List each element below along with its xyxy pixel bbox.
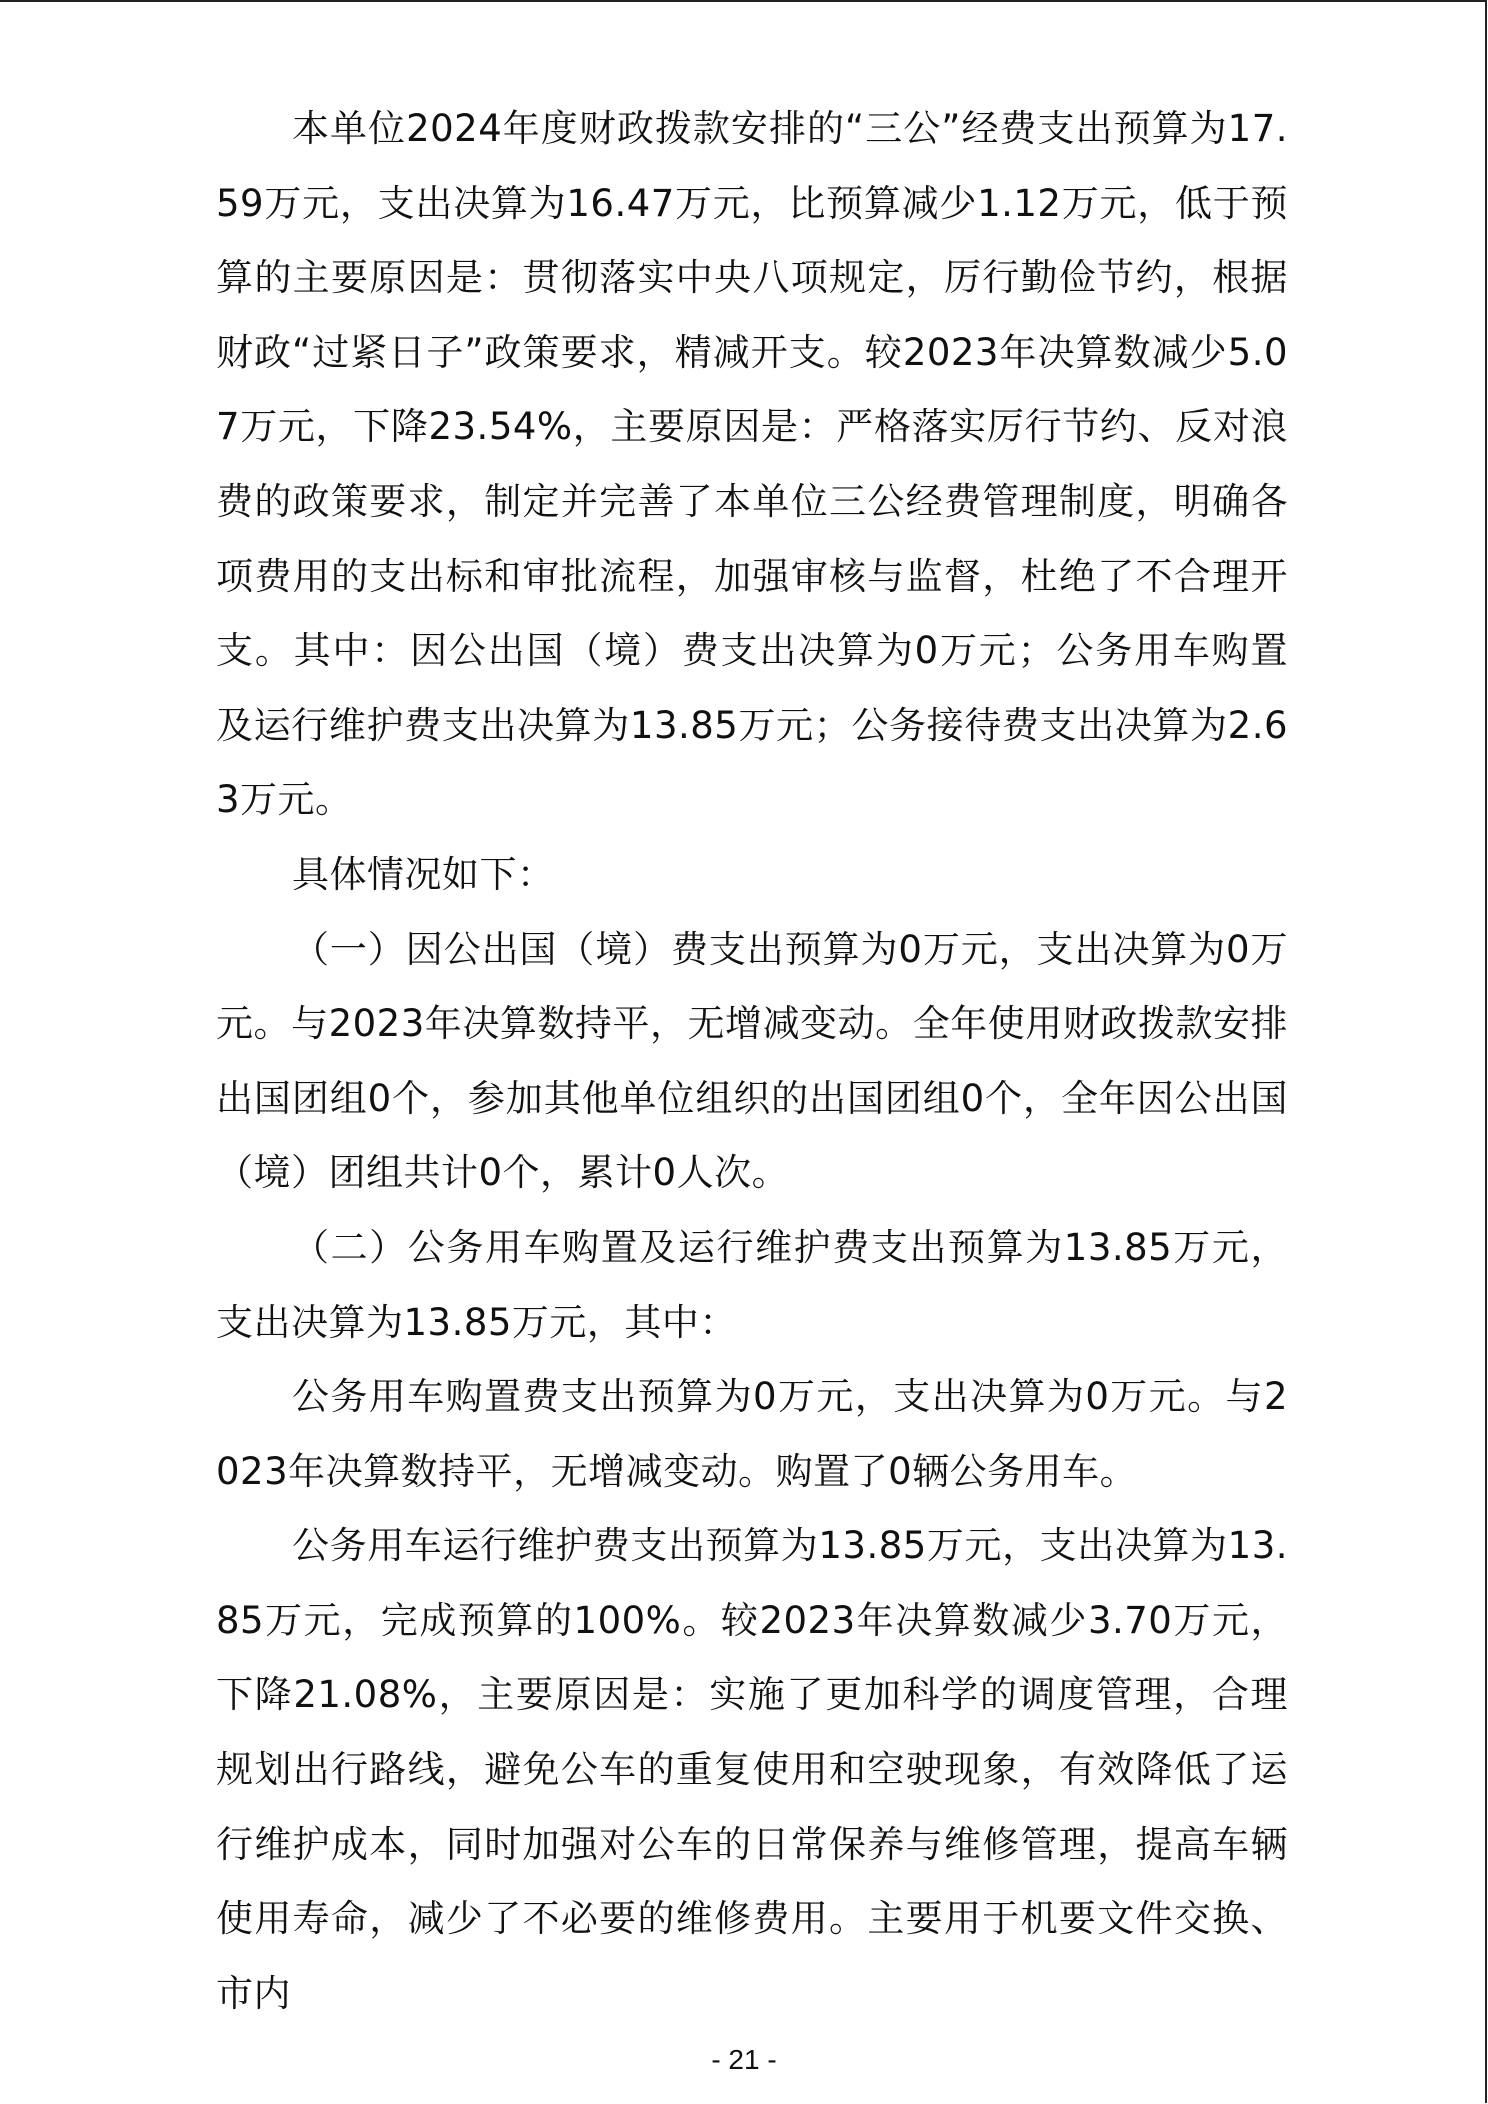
paragraph-intro: 本单位2024年度财政拨款安排的“三公”经费支出预算为17.59万元，支出决算为16.47万元，比预算减少1.12万元，低于预算的主要原因是：贯彻落实中央八项规定，厉行勤俭节约，根据财政“过紧日子”政策要求，精减开支。较2023年决算数减少5.07万元，下降23.54%，主要原因是：严格落实厉行节约、反对浪费的政策要求，制定并完善了本单位三公经费管理制度，明确各项费用的支出标和审批流程，加强审核与监督，杜绝了不合理开支。其中：因公出国（境）费支出决算为0万元；公务用车购置及运行维护费支出决算为13.85万元；公务接待费支出决算为2.63万元。 xyxy=(216,107,1288,822)
paragraph-details-heading: 具体情况如下： xyxy=(292,852,555,896)
paragraph-vehicle-purchase: 公务用车购置费支出预算为0万元，支出决算为0万元。与2023年决算数持平，无增减变动。购置了0辆公务用车。 xyxy=(216,1375,1288,1493)
paragraph-section-2: （二）公务用车购置及运行维护费支出预算为13.85万元，支出决算为13.85万元，其中： xyxy=(216,1225,1288,1344)
paragraph-section-1: （一）因公出国（境）费支出预算为0万元，支出决算为0万元。与2023年决算数持平，无增减变动。全年使用财政拨款安排出国团组0个，参加其他单位组织的出国团组0个，全年因公出国（境）团组共计0个，累计0人次。 xyxy=(216,927,1288,1195)
page-number: - 21 - xyxy=(711,2044,777,2075)
paragraph-vehicle-maintenance: 公务用车运行维护费支出预算为13.85万元，支出决算为13.85万元，完成预算的100%。较2023年决算数减少3.70万元，下降21.08%，主要原因是：实施了更加科学的调度管理，合理规划出行路线，避免公车的重复使用和空驶现象，有效降低了运行维护成本，同时加强对公车的日常保养与维修管理，提高车辆使用寿命，减少了不必要的维修费用。主要用于机要文件交换、市内 xyxy=(216,1524,1288,2015)
document-body xyxy=(216,92,1288,2031)
